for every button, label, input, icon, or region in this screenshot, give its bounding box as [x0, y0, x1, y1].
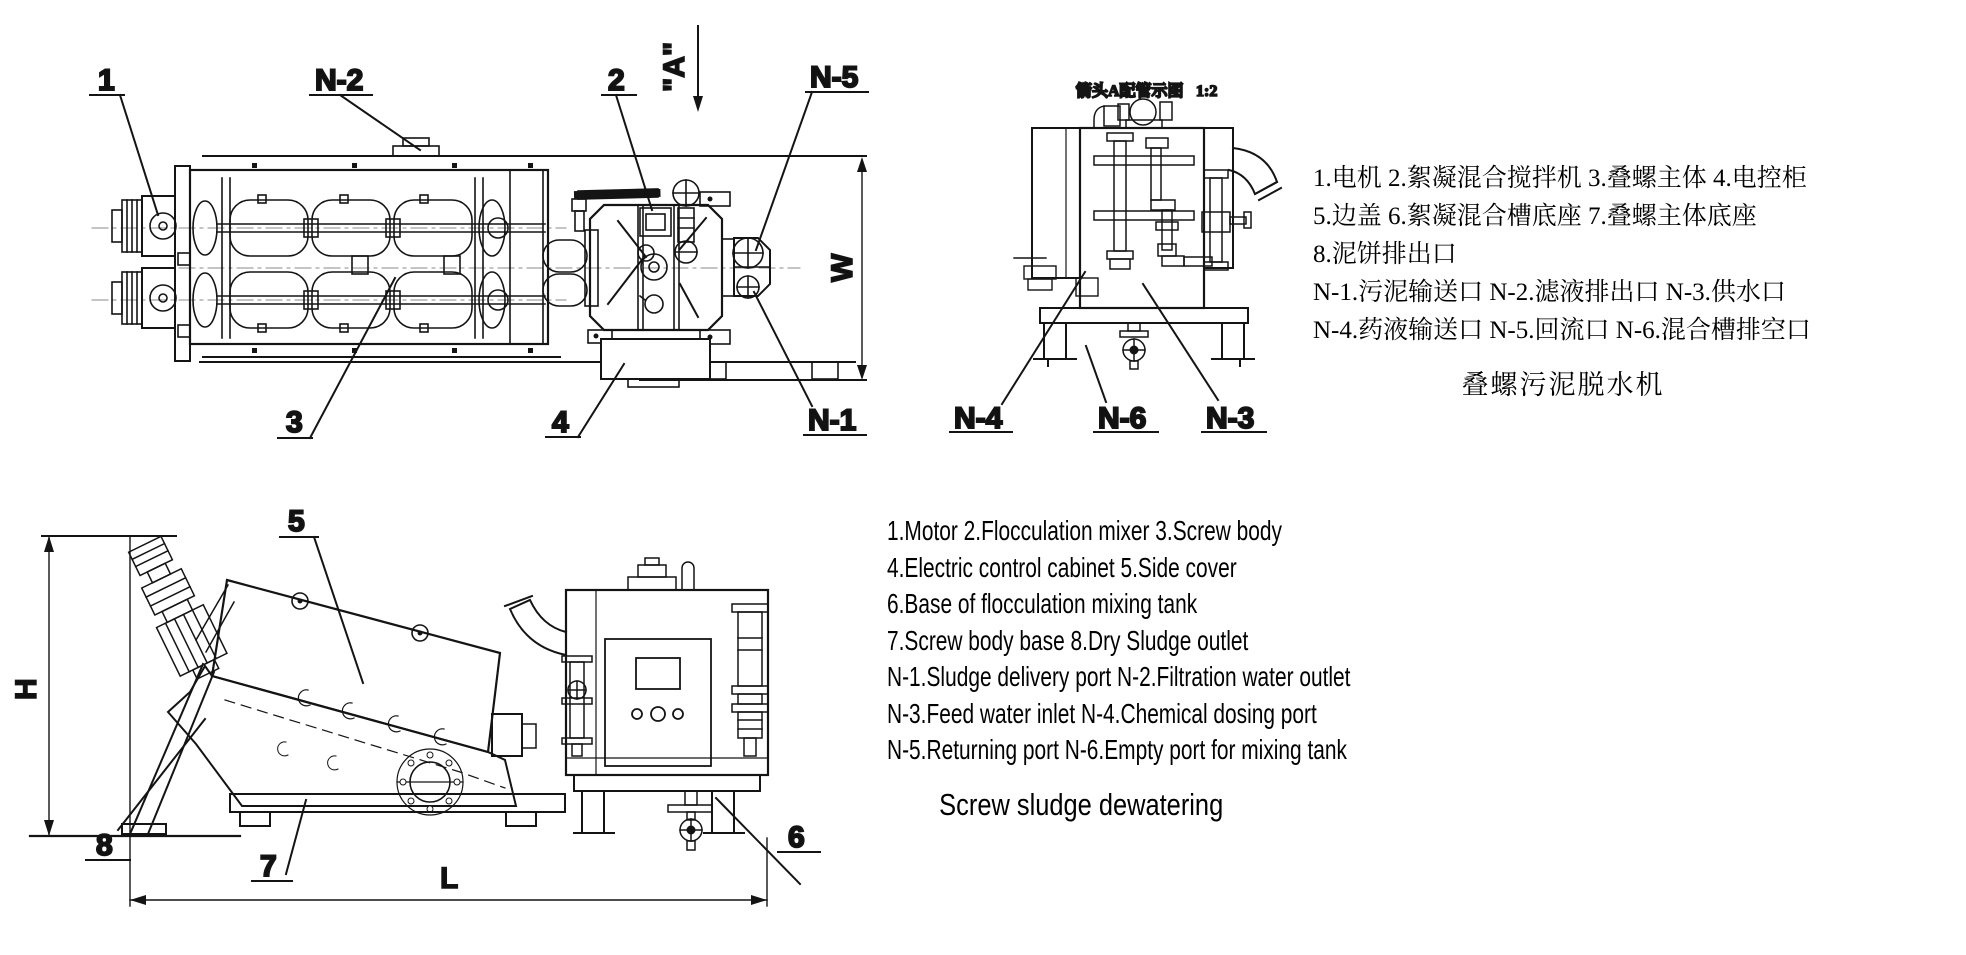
label-n1: N-1: [808, 404, 857, 437]
discharge-elbow: [1229, 148, 1281, 200]
piping-scale: 1:2: [1196, 83, 1218, 100]
tank-top-fittings: [628, 558, 694, 590]
piping-tank: [1014, 128, 1233, 308]
dim-l-label: L: [440, 862, 459, 895]
label-5: 5: [288, 505, 305, 538]
control-panel: [605, 639, 711, 766]
legend-cn-line: 5.边盖 6.絮凝混合槽底座 7.叠螺主体底座: [1313, 203, 1757, 230]
legend-en-line: 7.Screw body base 8.Dry Sludge outlet: [887, 624, 1249, 656]
legend-english: [887, 513, 1387, 823]
tank-inlet-elbow: [505, 596, 566, 655]
label-n6: N-6: [1098, 402, 1147, 435]
screw-trough: [168, 666, 516, 815]
label-n2: N-2: [315, 64, 364, 97]
mixing-tank-base: [574, 775, 760, 833]
dim-h-label: H: [10, 678, 43, 700]
legend-cn-line: 1.电机 2.絮凝混合搅拌机 3.叠螺主体 4.电控柜: [1313, 165, 1807, 192]
label-2: 2: [608, 64, 625, 97]
piping-caption: 箭头A配管示图: [1076, 83, 1184, 100]
screw-body-base: [122, 664, 565, 834]
legend-en-line: N-1.Sludge delivery port N-2.Filtration water outlet: [887, 661, 1351, 692]
legend-en-line: 4.Electric control cabinet 5.Side cover: [887, 551, 1237, 583]
legend-cn-line: N-1.污泥输送口 N-2.滤液排出口 N-3.供水口: [1313, 279, 1786, 306]
middle-pipe-run: [1146, 138, 1212, 266]
legend-en-line: N-5.Returning port N-6.Empty port for mixing tank: [887, 734, 1347, 765]
label-n4: N-4: [954, 402, 1003, 435]
legend-cn-line: N-4.药液输送口 N-5.回流口 N-6.混合槽排空口: [1313, 317, 1811, 344]
label-n5: N-5: [810, 61, 859, 94]
tank-drain-valve: [668, 791, 712, 850]
section-arrow-a: [658, 26, 703, 112]
legend-en-line: 1.Motor 2.Flocculation mixer 3.Screw body: [887, 515, 1282, 546]
label-4: 4: [552, 406, 569, 439]
dim-h: [10, 536, 240, 836]
plan-view: [90, 26, 868, 439]
elevation-labels: [86, 505, 820, 884]
tank-front-view: [505, 558, 768, 850]
piping-top-motor: [1094, 99, 1172, 128]
label-n3: N-3: [1206, 402, 1255, 435]
label-8: 8: [96, 829, 113, 862]
feed-water-pipe: [1202, 170, 1251, 270]
piping-view: [950, 81, 1281, 435]
title-chinese: 叠螺污泥脱水机: [1461, 370, 1665, 400]
title-english: Screw sludge dewatering: [939, 786, 1224, 822]
dim-w: [826, 157, 867, 380]
label-3: 3: [286, 406, 303, 439]
dosing-drop-pipe: [1107, 133, 1133, 269]
legend-en-line: N-3.Feed water inlet N-4.Chemical dosing port: [887, 697, 1317, 729]
drain-valve: [1120, 323, 1148, 369]
side-cover: [212, 580, 500, 752]
legend-cn-line: 8.泥饼排出口: [1313, 241, 1457, 268]
label-7: 7: [260, 850, 277, 883]
plan-labels: [90, 61, 868, 439]
plan-base-frame: [200, 339, 866, 387]
label-6: 6: [788, 821, 805, 854]
mixing-paddles-row2: [193, 256, 545, 332]
legend-chinese: [1313, 160, 1833, 404]
dim-w-label: W: [826, 253, 859, 282]
tank-right-pipe: [732, 604, 768, 756]
piping-labels: [950, 272, 1266, 435]
flocculation-tank-plan: [190, 138, 560, 357]
label-1: 1: [98, 64, 115, 97]
legend-en-line: 6.Base of flocculation mixing tank: [887, 588, 1198, 619]
section-marker-label: "A": [658, 41, 691, 92]
mixing-paddles-row1: [193, 195, 545, 256]
